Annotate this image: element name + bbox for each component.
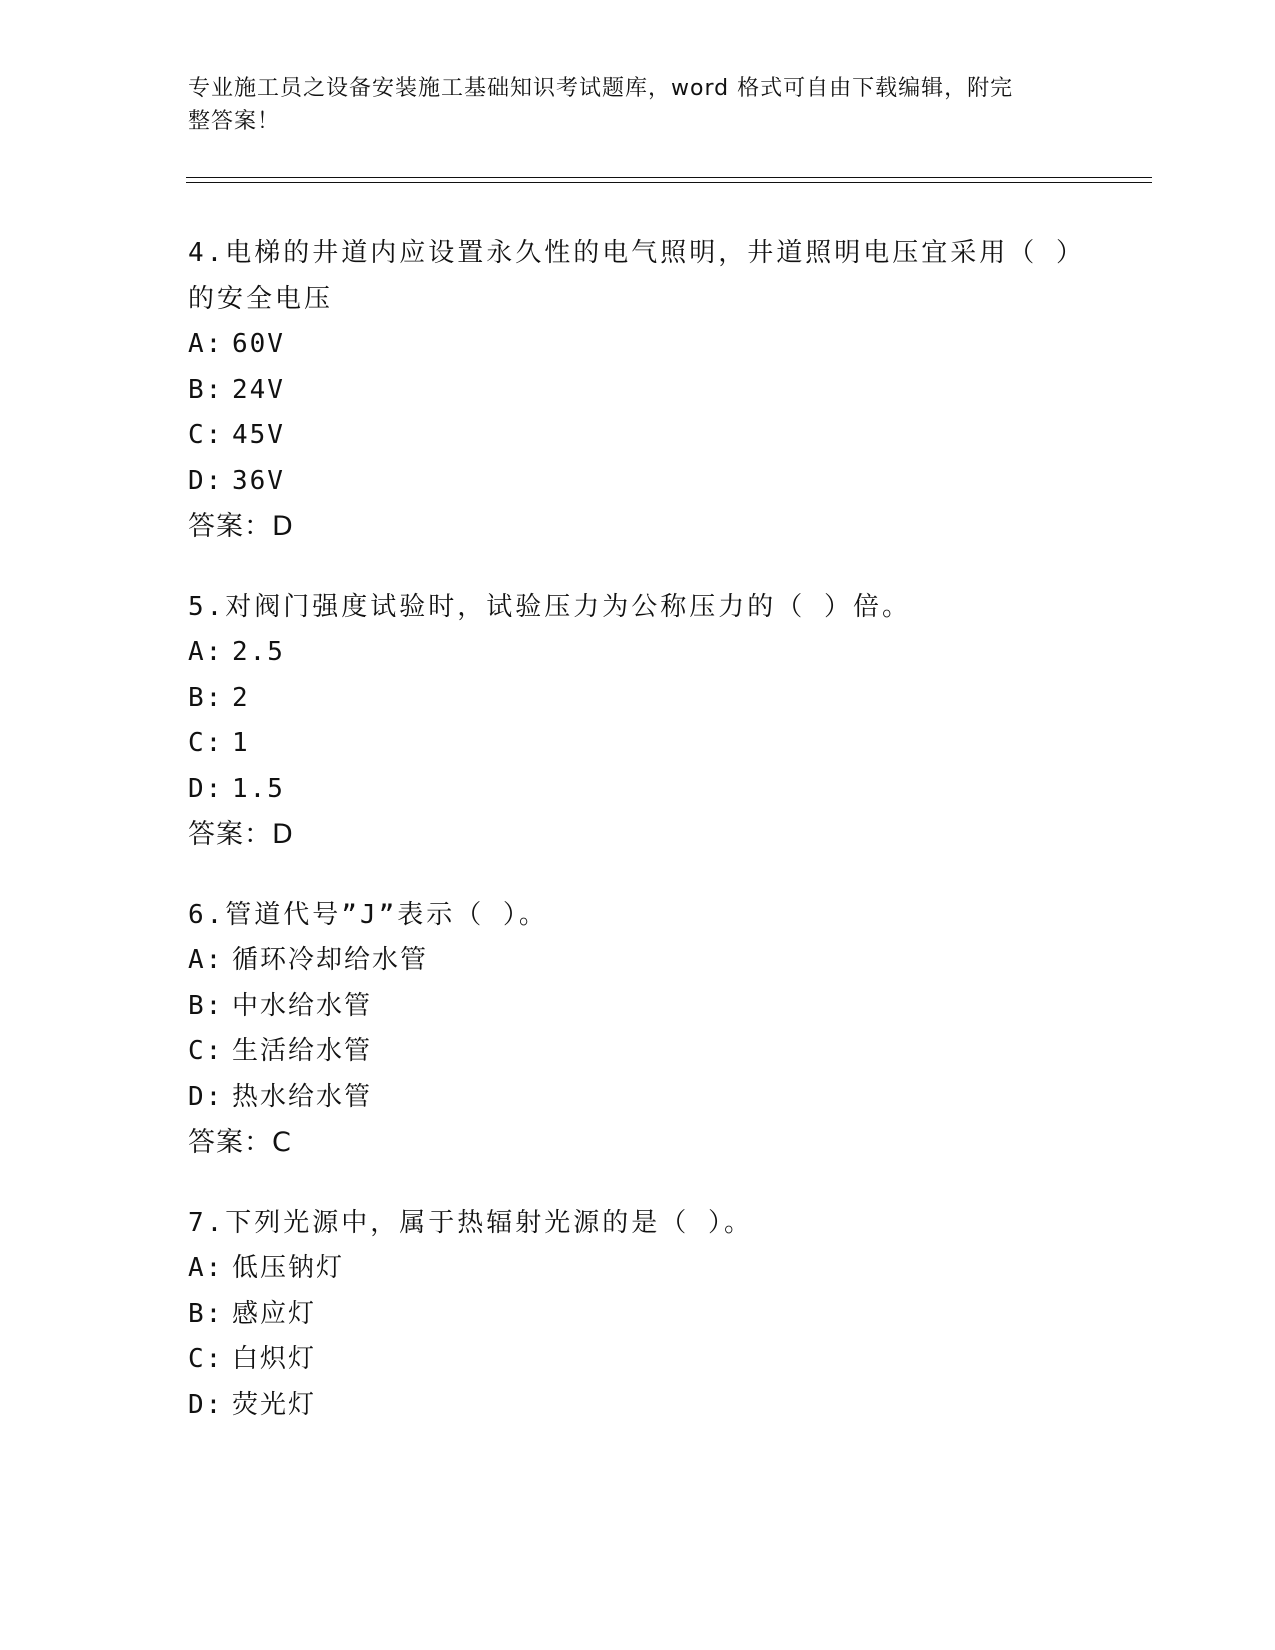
option-c bbox=[188, 1337, 1088, 1383]
option-text: 荧光灯 bbox=[232, 1389, 317, 1420]
option-c bbox=[188, 413, 1088, 459]
option-b bbox=[188, 368, 1088, 414]
question-stem-continued: 的安全电压 bbox=[188, 284, 334, 314]
option-key: C: bbox=[188, 1344, 224, 1374]
option-text: 1 bbox=[232, 728, 250, 758]
option-key: C: bbox=[188, 728, 224, 758]
option-key: B: bbox=[188, 682, 224, 713]
question-stem: 7.下列光源中，属于热辐射光源的是（ ）。 bbox=[188, 1208, 753, 1238]
option-key: D: bbox=[188, 1081, 224, 1112]
option-key: A: bbox=[188, 329, 224, 359]
option-c bbox=[188, 721, 1088, 767]
option-text: 生活给水管 bbox=[232, 1036, 373, 1066]
option-text: 白炽灯 bbox=[232, 1344, 317, 1374]
option-text: 中水给水管 bbox=[232, 990, 373, 1021]
option-text: 2.5 bbox=[232, 637, 285, 667]
option-key: B: bbox=[188, 374, 224, 405]
option-text: 24V bbox=[232, 374, 285, 405]
option-key: A: bbox=[188, 637, 224, 667]
option-key: B: bbox=[188, 990, 224, 1021]
question-stem: 5.对阀门强度试验时，试验压力为公称压力的（ ）倍。 bbox=[188, 592, 911, 622]
option-text: 36V bbox=[232, 465, 285, 496]
option-key: C: bbox=[188, 1036, 224, 1066]
document-header bbox=[188, 72, 1068, 138]
option-d bbox=[188, 459, 1088, 505]
option-b bbox=[188, 984, 1088, 1030]
option-key: C: bbox=[188, 420, 224, 450]
option-key: D: bbox=[188, 773, 224, 804]
answer-line: 答案：D bbox=[188, 819, 294, 850]
option-key: A: bbox=[188, 945, 224, 975]
option-a bbox=[188, 938, 1088, 984]
answer-line: 答案：C bbox=[188, 1127, 292, 1158]
option-text: 低压钠灯 bbox=[232, 1253, 345, 1283]
header-line-2: 整答案！ bbox=[188, 109, 281, 134]
option-key: D: bbox=[188, 1389, 224, 1420]
option-a bbox=[188, 1246, 1088, 1292]
header-line-1: 专业施工员之设备安装施工基础知识考试题库，word 格式可自由下载编辑，附完 bbox=[188, 76, 1014, 101]
option-a bbox=[188, 322, 1088, 368]
option-b bbox=[188, 676, 1088, 722]
question-7 bbox=[188, 1200, 1088, 1428]
option-a bbox=[188, 630, 1088, 676]
option-d bbox=[188, 1075, 1088, 1121]
question-6 bbox=[188, 892, 1088, 1166]
option-text: 45V bbox=[232, 420, 285, 450]
question-stem: 6.管道代号”J”表示（ ）。 bbox=[188, 900, 548, 930]
question-5 bbox=[188, 584, 1088, 858]
option-d bbox=[188, 767, 1088, 813]
option-text: 2 bbox=[232, 682, 250, 713]
option-text: 1.5 bbox=[232, 773, 285, 804]
answer-line: 答案：D bbox=[188, 511, 294, 542]
option-key: B: bbox=[188, 1298, 224, 1329]
option-key: D: bbox=[188, 465, 224, 496]
option-text: 60V bbox=[232, 329, 285, 359]
header-divider-bottom bbox=[186, 182, 1152, 183]
option-d bbox=[188, 1383, 1088, 1429]
question-stem: 4.电梯的井道内应设置永久性的电气照明，井道照明电压宜采用（ ） bbox=[188, 238, 1085, 268]
question-4 bbox=[188, 230, 1088, 550]
option-text: 热水给水管 bbox=[232, 1081, 373, 1112]
question-list bbox=[188, 230, 1088, 1462]
option-text: 感应灯 bbox=[232, 1298, 317, 1329]
option-key: A: bbox=[188, 1253, 224, 1283]
header-divider-top bbox=[186, 177, 1152, 178]
option-b bbox=[188, 1292, 1088, 1338]
option-c bbox=[188, 1029, 1088, 1075]
option-text: 循环冷却给水管 bbox=[232, 945, 429, 975]
